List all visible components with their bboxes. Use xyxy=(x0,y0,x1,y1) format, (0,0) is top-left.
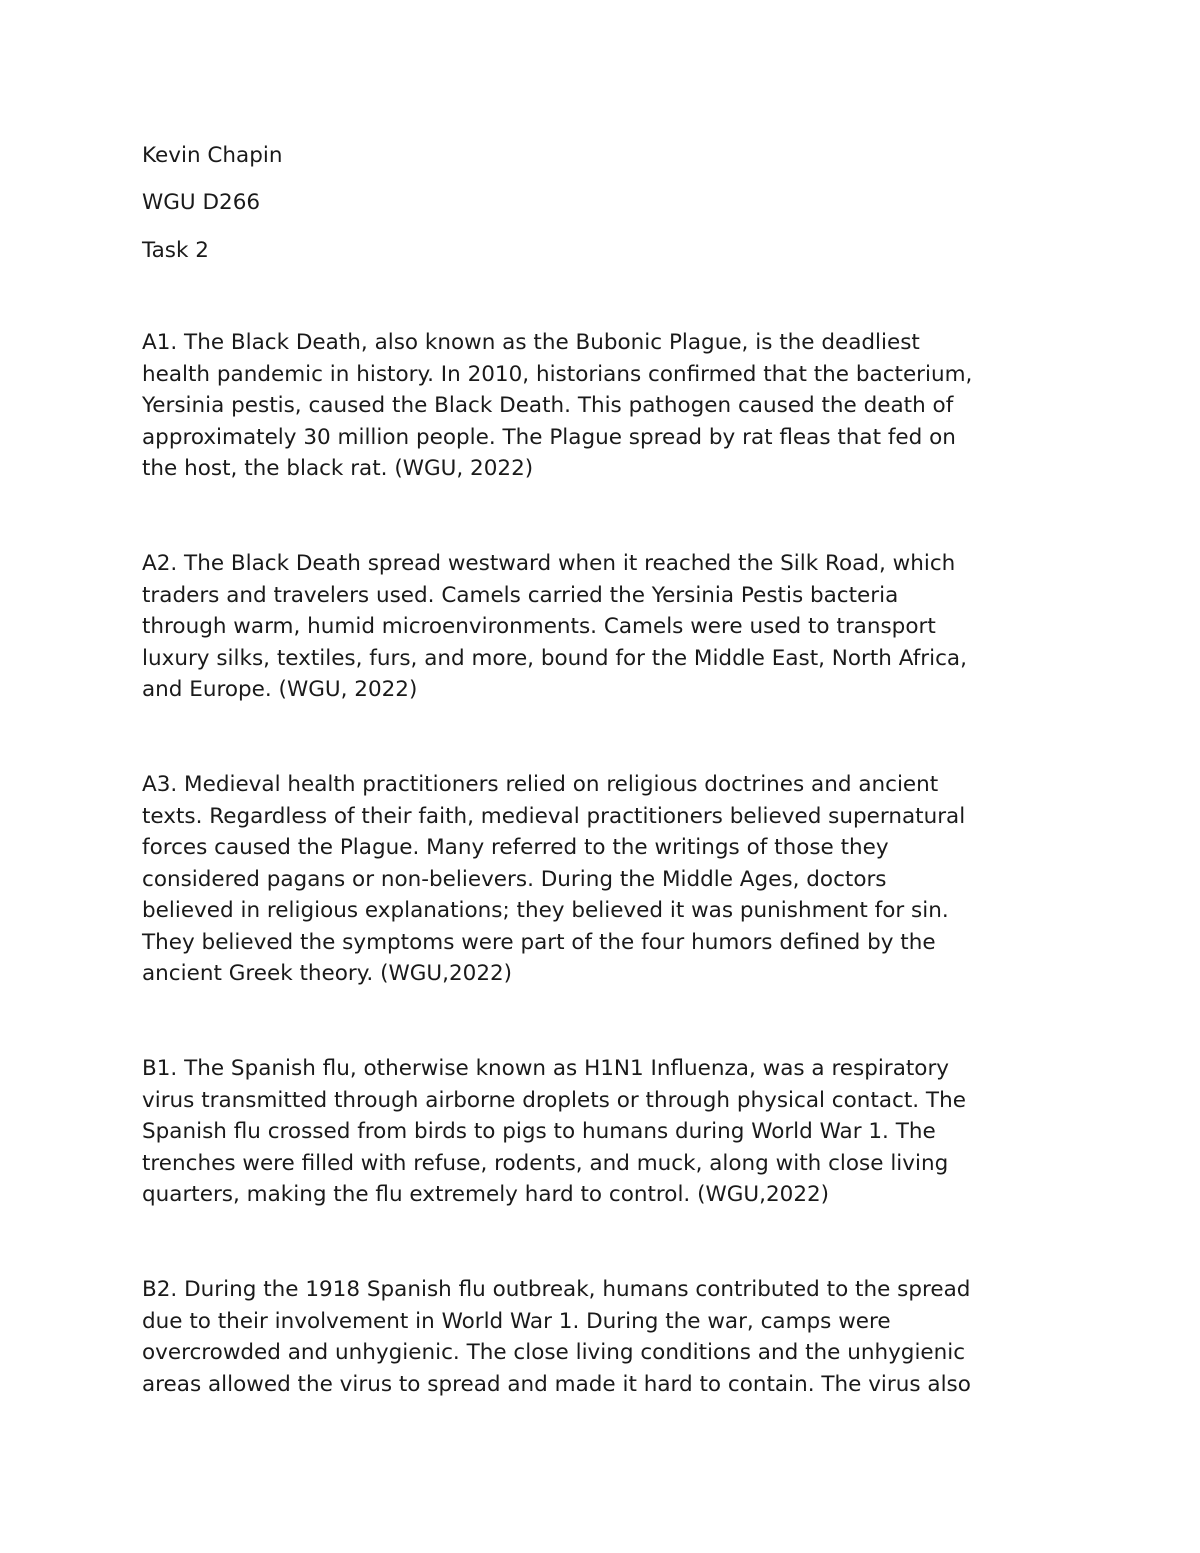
paragraph-line: luxury silks, textiles, furs, and more, bound for the Middle East, North Africa, xyxy=(142,645,967,671)
section-a2 xyxy=(142,548,1072,706)
paragraph-line: B1. The Spanish flu, otherwise known as H1N1 Influenza, was a respiratory xyxy=(142,1056,950,1081)
paragraph-line: A3. Medieval health practitioners relied on religious doctrines and ancient xyxy=(142,772,939,797)
paragraph-line: approximately 30 million people. The Plague spread by rat fleas that fed on xyxy=(142,424,956,450)
paragraph-line: trenches were filled with refuse, rodents, and muck, along with close living xyxy=(142,1150,949,1176)
section-a1 xyxy=(142,327,1072,485)
paragraph-line: health pandemic in history. In 2010, historians confirmed that the bacterium, xyxy=(142,361,973,387)
task-label: Task 2 xyxy=(142,238,209,263)
course-code: WGU D266 xyxy=(142,190,261,215)
paragraph-line: believed in religious explanations; they believed it was punishment for sin. xyxy=(142,898,949,923)
paragraph-line: forces caused the Plague. Many referred to the writings of those they xyxy=(142,835,889,860)
paragraph-line: through warm, humid microenvironments. Camels were used to transport xyxy=(142,614,936,639)
paragraph-line: A1. The Black Death, also known as the Bubonic Plague, is the deadliest xyxy=(142,330,920,355)
paragraph-line: areas allowed the virus to spread and made it hard to contain. The virus also xyxy=(142,1371,971,1397)
paragraph-line: texts. Regardless of their faith, medieval practitioners believed supernatural xyxy=(142,803,966,829)
paragraph-line: ancient Greek theory. (WGU,2022) xyxy=(142,961,513,986)
paragraph-line: considered pagans or non-believers. During the Middle Ages, doctors xyxy=(142,866,887,892)
paragraph-line: B2. During the 1918 Spanish flu outbreak, humans contributed to the spread xyxy=(142,1277,971,1302)
section-a3 xyxy=(142,769,1072,990)
paragraph-line: Spanish flu crossed from birds to pigs to humans during World War 1. The xyxy=(142,1119,936,1144)
paragraph-line: quarters, making the flu extremely hard to control. (WGU,2022) xyxy=(142,1182,830,1207)
paragraph-line: Yersinia pestis, caused the Black Death. This pathogen caused the death of xyxy=(142,393,954,418)
paragraph-line: and Europe. (WGU, 2022) xyxy=(142,677,418,702)
section-b1 xyxy=(142,1053,1072,1211)
paragraph-line: A2. The Black Death spread westward when it reached the Silk Road, which xyxy=(142,551,956,576)
paragraph-line: virus transmitted through airborne droplets or through physical contact. The xyxy=(142,1087,966,1113)
paragraph-line: due to their involvement in World War 1. During the war, camps were xyxy=(142,1308,891,1334)
paragraph-line: the host, the black rat. (WGU, 2022) xyxy=(142,456,534,481)
paragraph-line: traders and travelers used. Camels carried the Yersinia Pestis bacteria xyxy=(142,582,899,608)
section-b2 xyxy=(142,1274,1072,1400)
paragraph-line: They believed the symptoms were part of the four humors defined by the xyxy=(142,929,936,955)
paragraph-line: overcrowded and unhygienic. The close living conditions and the unhygienic xyxy=(142,1340,966,1365)
author-name: Kevin Chapin xyxy=(142,143,283,168)
